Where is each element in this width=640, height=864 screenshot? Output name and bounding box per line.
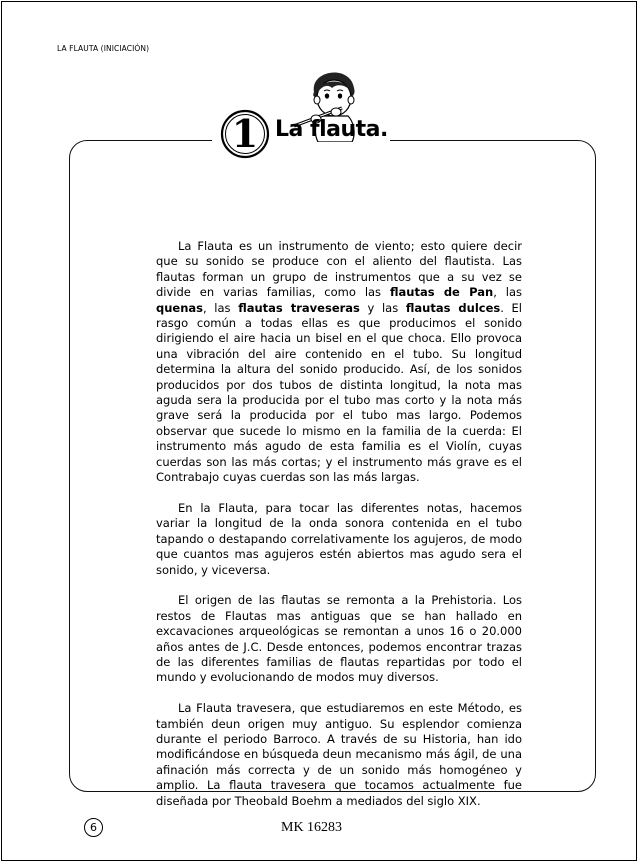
running-header: LA FLAUTA (INICIACIÓN) bbox=[57, 44, 150, 53]
chapter-title: La flauta. bbox=[275, 117, 388, 142]
chapter-number: 1 bbox=[231, 111, 259, 156]
paragraph-2: En la Flauta, para tocar las diferentes notas, hacemos variar la longitud de la onda sonora contenida en el tubo tapando o destapando correlativamente los agujeros, de modo que cuantos mas agujeros estén abiertos mas agudo sera el sonido, y viceversa. bbox=[156, 500, 522, 577]
body-text bbox=[156, 239, 522, 823]
paragraph-3: El origen de las flautas se remonta a la Prehistoria. Los restos de Flautas mas antiguas que se han hallado en excavaciones arqueológicas se remontan a unos 16 o 20.000 años antes de J.C. Desde entonces, podemos encontrar trazas de las diferentes familias de flautas repartidas por todo el mundo y evolucionando de modos muy diversos. bbox=[156, 593, 522, 685]
page-number: 6 bbox=[84, 818, 103, 837]
catalog-number: MK 16283 bbox=[281, 820, 343, 835]
paragraph-4: La Flauta travesera, que estudiaremos en este Método, es también deun origen muy antiguo. Su esplendor comienza durante el periodo Barroco. A través de su Historia, han ido modificándose en búsqueda deun mecanismo más ágil, de una afinación más correcta y de un sonido más homogéneo y amplio. La flauta travesera que tocamos actualmente fue diseñada por Theobald Boehm a mediados del siglo XIX. bbox=[156, 701, 522, 808]
paragraph-1: La Flauta es un instrumento de viento; esto quiere decir que su sonido se produce con el aliento del flautista. Las flautas forman un grupo de instrumentos que a su vez se divide en varias familias, como las flautas de Pan, las quenas, las flautas traveseras y las flautas dulces. El rasgo común a todas ellas es que producimos el sonido dirigiendo el aire hacia un bisel en el que choca. Ello provoca una vibración del aire contenido en el tubo. Su longitud determina la altura del sonido producido. Así, de los sonidos producidos por dos tubos de distinta longitud, la nota mas aguda sera la producida por el tubo mas corto y la nota más grave será la producida por el tubo mas largo. Podemos observar que sucede lo mismo en la familia de la cuerda: El instrumento más agudo de esta familia es el Violín, cuyas cuerdas son las más cortas; y el instrumento más grave es el Contrabajo cuyas cuerdas son las más largas. bbox=[156, 239, 523, 485]
